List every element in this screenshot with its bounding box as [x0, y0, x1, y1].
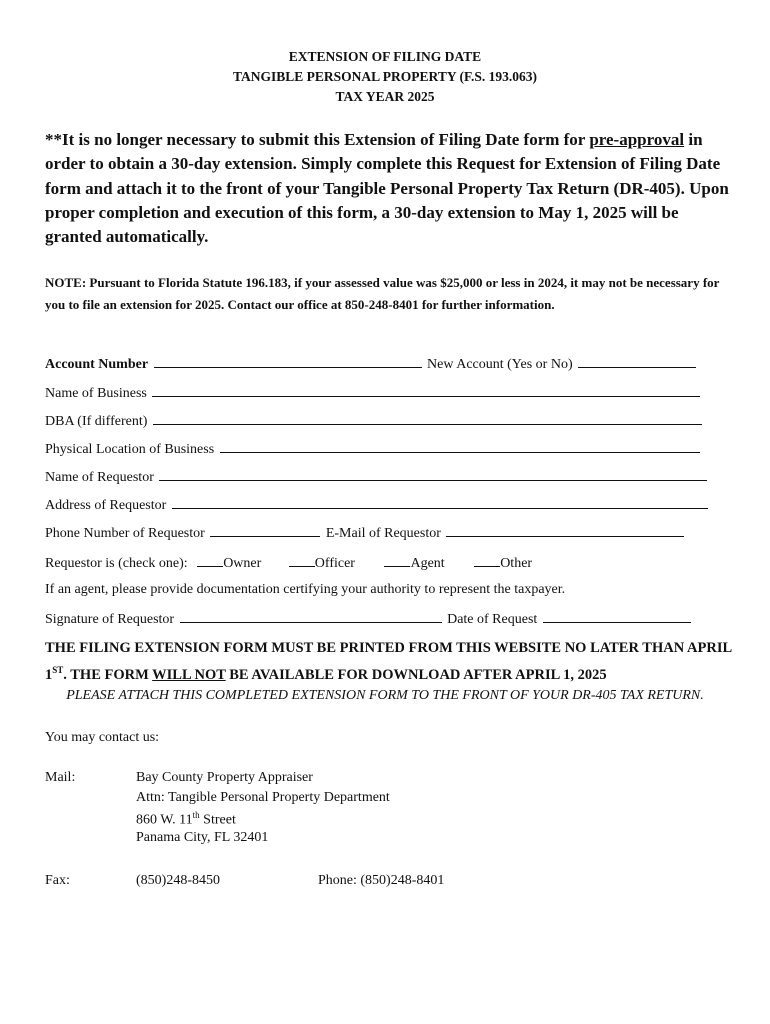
address-line-4: Panama City, FL 32401: [136, 830, 269, 845]
dba-field[interactable]: [153, 412, 702, 425]
signature-row: [45, 610, 693, 628]
account-number-field[interactable]: [154, 355, 422, 368]
checkbox-agent[interactable]: Agent: [384, 554, 444, 572]
business-name-row: [45, 384, 702, 402]
requestor-name-field[interactable]: [159, 468, 707, 481]
fax-number: (850)248-8450: [136, 873, 220, 888]
dba-row: [45, 412, 704, 430]
account-number-row: [45, 355, 698, 373]
address-line-1: Bay County Property Appraiser: [136, 770, 313, 785]
signature-field[interactable]: [180, 610, 442, 623]
new-account-field[interactable]: [578, 355, 696, 368]
address-line-2: Attn: Tangible Personal Property Department: [136, 790, 390, 805]
tax-year: TAX YEAR 2025: [335, 89, 435, 104]
phone-field[interactable]: [210, 524, 320, 537]
requestor-name-label: Name of Requestor: [45, 470, 154, 485]
date-field[interactable]: [543, 610, 691, 623]
dba-label: DBA (If different): [45, 414, 148, 429]
fax-label: Fax:: [45, 873, 70, 888]
intro-paragraph: **It is no longer necessary to submit this Extension of Filing Date form for pre-approval in order to obtain a 30-day extension. Simply complete this Request for Extension of Filing Date form and attach it to the front of your Tangible Personal Property Tax Return (DR-405). Upon proper completion and execution of this form, a 30-day extension to May 1, 2025 will be granted automatically.: [45, 130, 729, 247]
requestor-type-row: [45, 554, 532, 572]
phone-label: Phone Number of Requestor: [45, 526, 205, 541]
pre-approval-emphasis: pre-approval: [589, 130, 685, 149]
contact-intro: You may contact us:: [45, 730, 160, 745]
agent-note: If an agent, please provide documentation certifying your authority to represent the taxpayer.: [45, 582, 566, 597]
phone-email-row: [45, 524, 686, 542]
form-title: EXTENSION OF FILING DATE: [288, 49, 482, 64]
business-name-label: Name of Business: [45, 386, 147, 401]
requestor-address-field[interactable]: [172, 496, 708, 509]
mail-label: Mail:: [45, 770, 76, 785]
requestor-address-row: [45, 496, 710, 514]
checkbox-other[interactable]: Other: [474, 554, 532, 572]
account-number-label: Account Number: [45, 357, 149, 372]
email-field[interactable]: [446, 524, 684, 537]
checkbox-owner[interactable]: Owner: [197, 554, 261, 572]
address-line-3: 860 W. 11th Street: [136, 810, 236, 828]
download-deadline-warning: THE FILING EXTENSION FORM MUST BE PRINTED FROM THIS WEBSITE NO LATER THAN APRIL 1ST. THE FORM WILL NOT BE AVAILABLE FOR DOWNLOAD AFTER APRIL 1, 2025: [45, 640, 732, 683]
requestor-type-label: Requestor is (check one):: [45, 556, 188, 571]
checkbox-officer[interactable]: Officer: [289, 554, 355, 572]
form-subtitle: TANGIBLE PERSONAL PROPERTY (F.S. 193.063): [233, 69, 537, 84]
date-label: Date of Request: [447, 612, 538, 627]
physical-location-row: [45, 440, 702, 458]
requestor-name-row: [45, 468, 709, 486]
physical-location-field[interactable]: [220, 440, 700, 453]
physical-location-label: Physical Location of Business: [45, 442, 215, 457]
signature-label: Signature of Requestor: [45, 612, 175, 627]
phone-number: Phone: (850)248-8401: [318, 873, 445, 888]
email-label: E-Mail of Requestor: [325, 526, 441, 541]
requestor-address-label: Address of Requestor: [45, 498, 167, 513]
note-paragraph: NOTE: Pursuant to Florida Statute 196.183, if your assessed value was $25,000 or less in 2024, it may not be necessary for you to file an extension for 2025. Contact our office at 850-248-8401 for further information.: [45, 275, 720, 312]
attach-instruction: PLEASE ATTACH THIS COMPLETED EXTENSION FORM TO THE FRONT OF YOUR DR-405 TAX RETURN.: [66, 688, 704, 703]
new-account-label: New Account (Yes or No): [427, 357, 573, 372]
business-name-field[interactable]: [152, 384, 700, 397]
will-not-emphasis: WILL NOT: [152, 666, 226, 683]
